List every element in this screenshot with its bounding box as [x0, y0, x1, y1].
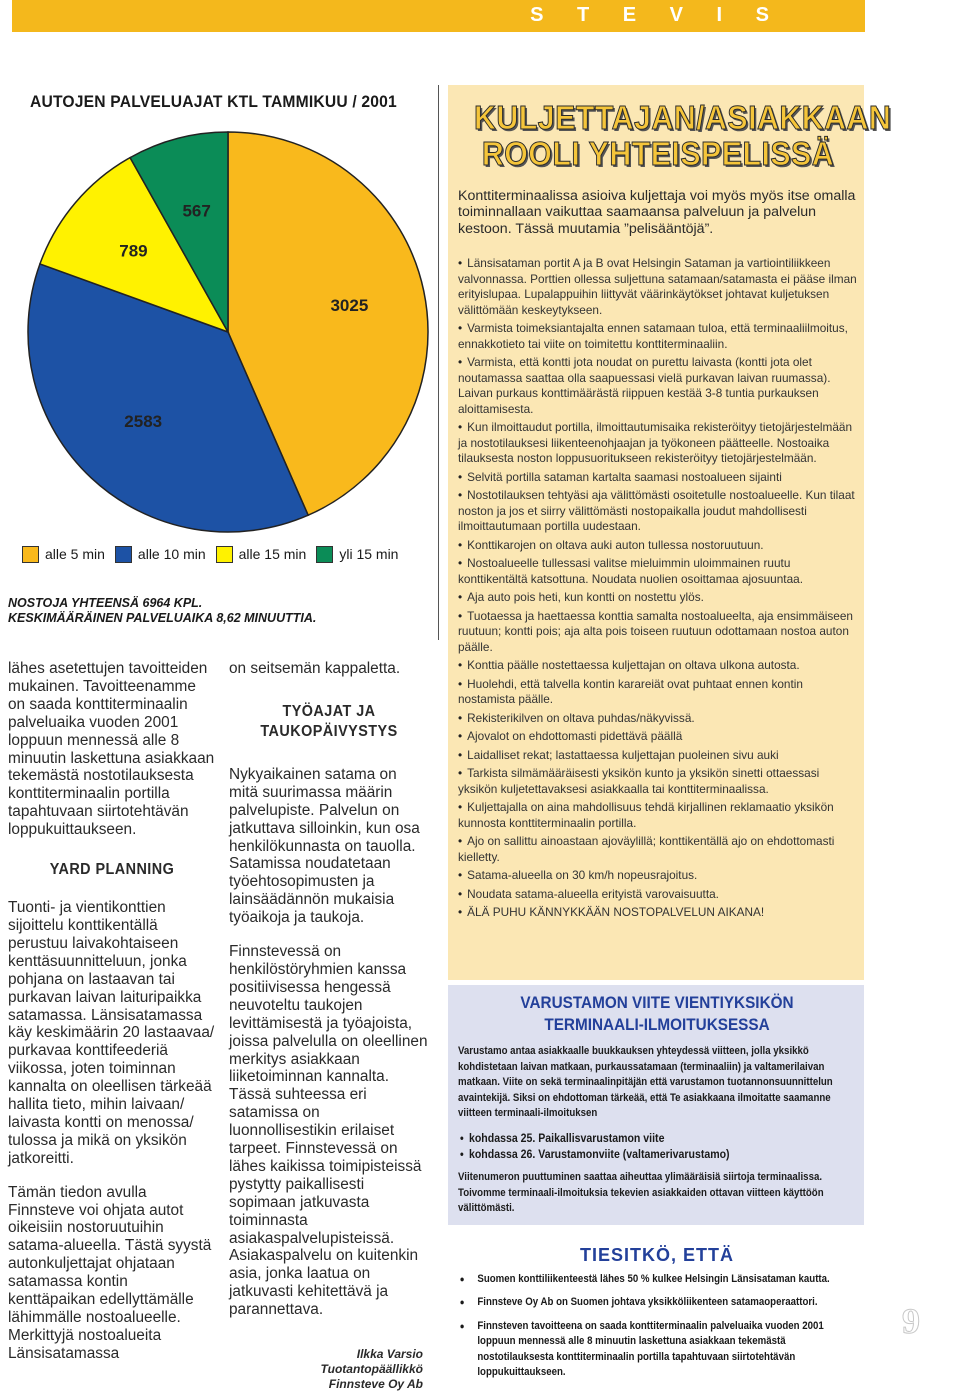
- legend-swatch: [216, 546, 233, 563]
- pie-data-label: 567: [182, 201, 211, 221]
- rule-item: • Satama-alueella on 30 km/h nopeusrajoitus.: [458, 868, 858, 884]
- pie-data-label: 789: [119, 241, 148, 261]
- page-number: 9: [902, 1301, 920, 1341]
- header-band: [12, 0, 865, 32]
- article-column-1: [8, 660, 216, 1363]
- rule-item: • Ajo on sallittu ainoastaan ajoväylillä; konttikentällä ajo on ehdottomasti kielletty.: [458, 834, 858, 865]
- totals-count: NOSTOJA YHTEENSÄ 6964 KPL.: [8, 596, 203, 610]
- legend-swatch: [115, 546, 132, 563]
- fact-item: ● Finnsteven tavoitteena on saada konttiterminaalin palveluaika vuoden 2001 loppuun mennessä alle 8 minuutin laskettuna asiakkaan tekemästä nostotilauksesta konttiterminaalin portilla tapahtuvaan siirtotehtävän loppukuittaukseen.: [458, 1319, 858, 1381]
- section-heading-yard-planning: YARD PLANNING: [49, 861, 175, 879]
- legend-label: yli 15 min: [339, 546, 399, 562]
- tiesitko-title: TIESITKÖ, ETTÄ: [579, 1245, 734, 1265]
- rule-item: • Konttikarojen on oltava auki auton tullessa nostoruutuun.: [458, 538, 858, 554]
- paragraph: lähes asetettujen tavoitteiden mukainen. Tavoitteenamme on saada konttiterminaalin palveluaika vuoden 2001 loppuun mennessä alle 8 minuutin laskettuna asiakkaan tekemästä nostotilauksesta konttiterminaalin portilla tapahtuvaan siirtotehtävän loppukuittaukseen.: [8, 660, 215, 839]
- title-line: TERMINAALI-ILMOITUKSESSA: [544, 1015, 770, 1034]
- list-item: • kohdassa 26. Varustamonviite (valtamerivarustamo): [460, 1146, 730, 1162]
- varustamo-title: [478, 992, 836, 1036]
- varustamo-bullets: [460, 1130, 730, 1162]
- signature-company: Finnsteve Oy Ab: [328, 1377, 423, 1392]
- rule-item: • Varmista toimeksiantajalta ennen satamaan tuloa, että terminaaliilmoitus, ennakkotieto tai viite on toimitettu konttiterminaaliin.: [458, 321, 858, 352]
- tiesitko-list: [458, 1272, 858, 1388]
- chart-legend: [22, 543, 408, 565]
- title-line: VARUSTAMON VIITE VIENTIYKSIKÖN: [520, 993, 794, 1012]
- paragraph: on seitsemän kappaletta.: [229, 660, 401, 677]
- legend-item: [216, 546, 307, 563]
- rule-item: • Selvitä portilla sataman kartalta saamasi nostoalueen sijainti: [458, 470, 858, 486]
- signature-title: Tuotantopäällikkö: [320, 1362, 423, 1377]
- header-label: S T E V I S: [530, 4, 783, 26]
- pie-data-label: 2583: [124, 411, 163, 431]
- article-column-2: [229, 660, 429, 1392]
- rule-item: • Aja auto pois heti, kun kontti on nostettu ylös.: [458, 590, 858, 606]
- driver-role-intro: Konttiterminaalissa asioiva kuljettaja voi myös myös itse omalla toiminnallaan vaikuttaa saamaansa palveluun ja palvelun kestoon. Tässä muutamia ”pelisääntöjä”.: [458, 188, 856, 237]
- rule-item: • Huolehdi, että talvella kontin karareiät ovat puhtaat ennen kontin nostamista päälle.: [458, 677, 858, 708]
- varustamo-text: Varustamo antaa asiakkaalle buukkauksen yhteydessä viitteen, jolla yksikkö kohdistetaan laivan matkaan, purkaussatamaan (terminaaliin) ja valtamerilaivan matkaan. Viite on sekä terminaalinpitäjän että varustamon tuotannonsuunnittelun avaintekijä. Siksi on ehdottoman tärkeää, että Te asiakkaana ilmoitatte saamanne viitteen terminaali-ilmoituksen: [458, 1045, 833, 1120]
- legend-item: [22, 546, 105, 563]
- rule-item: • Tarkista silmämääräisesti yksikön kunto ja yksikön sinetti ottaessasi yksikön kuljetettavaksesi asiakkaalla tai konttiterminaalissa.: [458, 766, 858, 797]
- legend-item: [115, 546, 206, 563]
- pie-data-label: 3025: [330, 296, 369, 316]
- rule-item: • Kuljettajalla on aina mahdollisuus tehdä kirjallinen reklamaatio yksikön kunnosta konttiterminaalin portilla.: [458, 800, 858, 831]
- pie-chart: [20, 120, 430, 540]
- signature: [229, 1347, 429, 1392]
- list-item: • kohdassa 25. Paikallisvarustamon viite: [460, 1130, 730, 1146]
- rule-item: • Rekisterikilven on oltava puhdas/näkyvissä.: [458, 711, 858, 727]
- varustamo-note: Viitenumeron puuttuminen saattaa aiheuttaa ylimääräisiä siirtoja terminaalissa. Toivomme terminaali-ilmoituksia tekevien asiakkaiden ottavan viitteen käyttöön välittömästi.: [458, 1171, 824, 1215]
- paragraph: Tämän tiedon avulla Finnsteve voi ohjata autot oikeisiin nostoruutuihin satama-alueella. Tästä syystä autonkuljettajat ohjataan satamassa kontin kenttäpaikan edellyttämälle lähimmälle nostoalueelle. Merkittyjä nostoalueita Länsisatamassa: [8, 1183, 212, 1362]
- section-heading-tyoajat: TYÖAJAT JA TAUKOPÄIVYSTYS: [260, 702, 398, 740]
- rules-list: [458, 256, 858, 924]
- rule-item: • Ajovalot on ehdottomasti pidettävä päällä: [458, 729, 858, 745]
- legend-label: alle 5 min: [45, 546, 105, 562]
- signature-name: Ilkka Varsio: [356, 1347, 423, 1362]
- rule-item: • Nostotilauksen tehtyäsi aja välittömästi osoitetulle nostoalueelle. Kun tilaat noston ja jos et siirry välittömästi nostopaikalla joudut mahdollisesti ilmoittautumaan portilla uudestaan.: [458, 488, 858, 535]
- rule-item: • Konttia päälle nostettaessa kuljettajan on oltava ulkona autosta.: [458, 658, 858, 674]
- rule-item: • Länsisataman portit A ja B ovat Helsingin Sataman ja vartiointiliikkeen valvonnassa. Porttien ollessa suljettuna satamaan/satamasta ei pääse ilman erityislupaa. Lupalappuihin liittyvät väärinkäytökset johtavat kuljetuksen välittömään keskeytykseen.: [458, 256, 858, 318]
- fact-item: ● Finnsteve Oy Ab on Suomen johtava yksikköliikenteen satamaoperaattori.: [458, 1295, 858, 1310]
- legend-label: alle 15 min: [238, 546, 307, 562]
- rule-item: • Kun ilmoittaudut portilla, ilmoittautumisaika rekisteröityy tietojärjestelmään ja nostotilauksesi liikenteenohjaajan ja työkoneen päätteelle. Nostoaika tilauksesta noston loppusuoritukseen rekisteröityy tietojärjestelmään.: [458, 420, 858, 467]
- rule-item: • Nostoalueelle tullessasi valitse mieluimmin uloimmainen ruutu konttikentältä katsottuna. Noudata nuolien osoittamaa ajosuuntaa.: [458, 556, 858, 587]
- legend-swatch: [316, 546, 333, 563]
- paragraph: Nykyaikainen satama on mitä suurimassa määrin palvelupiste. Palvelun on jatkuttava silloinkin, kun osa henkilökunnasta on tauolla. Satamissa noudatetaan työehtosopimusten ja lainsäädännön mukaisia työaikoja ja taukoja.: [229, 765, 420, 927]
- driver-role-title: [474, 99, 892, 172]
- legend-swatch: [22, 546, 39, 563]
- legend-item: [316, 546, 398, 563]
- title-line: ROOLI YHTEISPELISSÄ: [481, 135, 835, 172]
- rule-item: • ÄLÄ PUHU KÄNNYKKÄÄN NOSTOPALVELUN AIKANA!: [458, 905, 858, 921]
- column-divider: [438, 85, 439, 640]
- legend-label: alle 10 min: [137, 546, 206, 562]
- chart-totals: [8, 596, 316, 626]
- fact-item: ● Suomen konttiliikenteestä lähes 50 % kulkee Helsingin Länsisataman kautta.: [458, 1272, 858, 1287]
- chart-title: AUTOJEN PALVELUAJAT KTL TAMMIKUU / 2001: [30, 92, 397, 111]
- totals-average: KESKIMÄÄRÄINEN PALVELUAIKA 8,62 MINUUTTIA.: [8, 611, 317, 625]
- title-line: KULJETTAJAN/ASIAKKAAN: [474, 99, 892, 136]
- rule-item: • Tuotaessa ja haettaessa konttia samalta nostoalueelta, aja ensimmäiseen ruutuun; kontti pois; aja alta pois toiseen ruutuun odottamaan nostoa auton päälle.: [458, 609, 858, 656]
- rule-item: • Noudata satama-alueella erityistä varovaisuutta.: [458, 887, 858, 903]
- rule-item: • Varmista, että kontti jota noudat on purettu laivasta (kontti jota olet noutamassa saattaa olla saapuessasi vielä purkavan laivan ruumassa). Laivan purkaus konttimäärästä riippuen kestää 3-8 tuntia purkauksen aloittamisesta.: [458, 355, 858, 417]
- paragraph: Finnstevessä on henkilöstöryhmien kanssa positiivisessa hengessä neuvoteltu taukojen levittämisestä ja työajoista, joissa palvelulla on oleellinen merkitys asiakkaan liiketoiminnan kannalta. Tässä suhteessa eri satamissa on luonnollisestikin erilaiset tarpeet. Finnstevessä on lähes kaikissa toimipisteissä pystytty paikallisesti sopimaan jatkuvasta toiminnasta asiakaspalvelupisteissä. Asiakaspalvelu on kuitenkin asia, jonka laatua on jatkuvasti kehitettävä ja parannettava.: [229, 943, 428, 1319]
- paragraph: Tuonti- ja vientikonttien sijoittelu konttikentällä perustuu laivakohtaiseen kenttäsuunnitteluun, jonka pohjana on lastaavan tai purkavan laivan laituripaikka satamassa. Länsisatamassa käy keskimäärin 20 lastaavaa/ purkavaa konttifeederiä viikossa, joten toiminnan kannalta on oleellisen tärkeää hallita tieto, mihin laivaan/ laivasta kontti on menossa/ tulossa ja mikä on yksikön jatkoreitti.: [8, 899, 215, 1167]
- rule-item: • Laidalliset rekat; lastattaessa kuljettajan puoleinen sivu auki: [458, 748, 858, 764]
